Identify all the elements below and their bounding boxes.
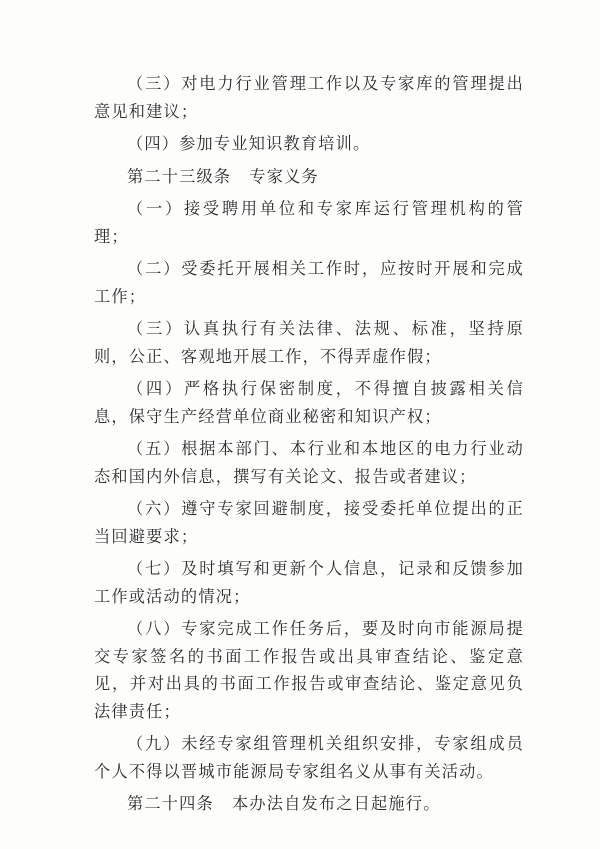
- article-heading: [94, 790, 524, 818]
- article-title: 专家义务: [249, 166, 319, 186]
- paragraph: （九）未经专家组管理机关组织安排，专家组成员个人不得以晋城市能源局专家组名义从事有关活动。: [94, 734, 524, 781]
- paragraph: （六）遵守专家回避制度，接受委托单位提出的正当回避要求；: [94, 499, 524, 546]
- paragraph: （二）受委托开展相关工作时，应按时开展和完成工作；: [94, 259, 524, 306]
- article-text: 本办法自发布之日起施行。: [231, 794, 441, 813]
- paragraph: （八）专家完成工作任务后，要及时向市能源局提交专家签名的书面工作报告或出具审查结论、鉴定意见，并对出具的书面工作报告或审查结论、鉴定意见负法律责任；: [94, 619, 524, 721]
- article-number: 第二十四条: [127, 794, 214, 813]
- paragraph: （四）严格执行保密制度，不得擅自披露相关信息，保守生产经营单位商业秘密和知识产权；: [94, 379, 524, 426]
- paragraph: （七）及时填写和更新个人信息，记录和反馈参加工作或活动的情况；: [94, 559, 524, 606]
- paragraph: （四）参加专业知识教育培训。: [127, 134, 371, 153]
- document-body: [94, 70, 524, 823]
- paragraph: （三）认真执行有关法律、法规、标准，坚持原则，公正、客观地开展工作，不得弄虚作假；: [94, 319, 524, 366]
- paragraph: （三）对电力行业管理工作以及专家库的管理提出意见和建议；: [94, 74, 524, 121]
- paragraph: （五）根据本部门、本行业和本地区的电力行业动态和国内外信息，撰写有关论文、报告或者建议；: [94, 439, 524, 486]
- article-heading: [94, 163, 524, 191]
- paragraph: （一）接受聘用单位和专家库运行管理机构的管理；: [94, 199, 524, 246]
- article-number: 第二十三级条: [127, 166, 232, 186]
